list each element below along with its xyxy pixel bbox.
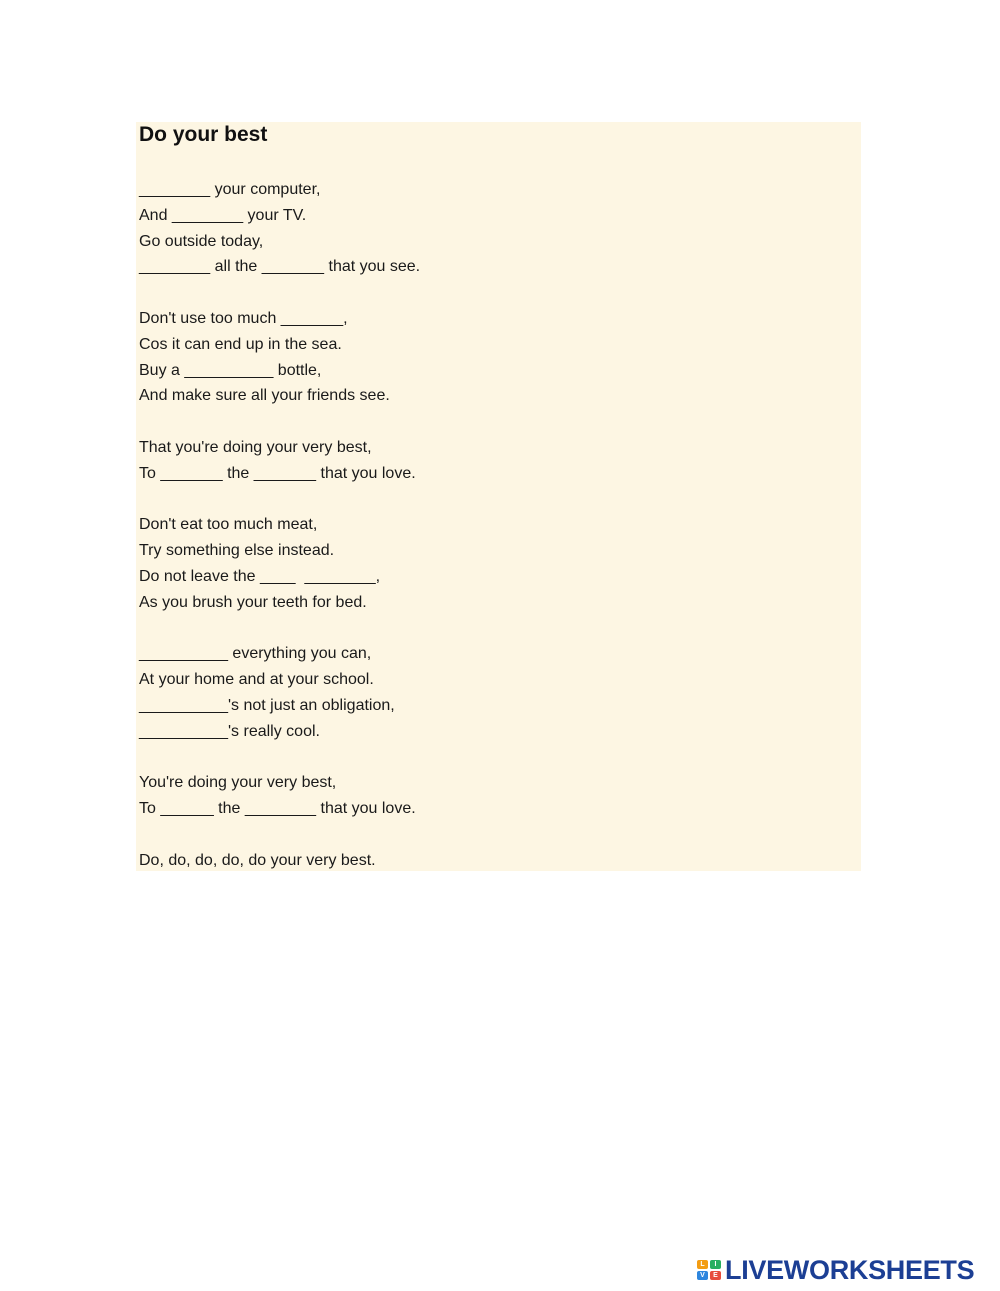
lyric-line: Don't eat too much meat, xyxy=(139,516,318,534)
lyric-line: ________ all the _______ that you see. xyxy=(139,258,421,276)
worksheet-title: Do your best xyxy=(139,123,268,146)
lyric-line: And make sure all your friends see. xyxy=(139,387,390,405)
lyric-line: To ______ the ________ that you love. xyxy=(139,800,416,818)
lyric-line: Do, do, do, do, do your very best. xyxy=(139,851,376,869)
worksheet-panel xyxy=(136,122,861,871)
song-lyrics xyxy=(139,177,420,874)
lyric-line: __________'s really cool. xyxy=(139,722,320,740)
stanza-6 xyxy=(139,770,420,822)
lyric-line: __________ everything you can, xyxy=(139,645,372,663)
lyric-line: At your home and at your school. xyxy=(139,671,374,689)
lyric-line: Go outside today, xyxy=(139,232,264,250)
stanza-4 xyxy=(139,512,420,615)
lyric-line: As you brush your teeth for bed. xyxy=(139,593,367,611)
stanza-2 xyxy=(139,306,420,409)
lyric-line: To _______ the _______ that you love. xyxy=(139,464,416,482)
lyric-line: ________ your computer, xyxy=(139,181,321,198)
lyric-line: You're doing your very best, xyxy=(139,774,337,792)
stanza-3 xyxy=(139,435,420,487)
lyric-line: That you're doing your very best, xyxy=(139,438,372,456)
badge-letter: E xyxy=(710,1271,721,1280)
badge-letter: L xyxy=(697,1260,708,1269)
stanza-5 xyxy=(139,641,420,744)
logo-wordmark: LIVEWORKSHEETS xyxy=(725,1255,975,1285)
lyric-line: Don't use too much _______, xyxy=(139,309,348,327)
liveworksheets-logo xyxy=(697,1255,974,1285)
stanza-1 xyxy=(139,177,420,280)
badge-letter: I xyxy=(710,1260,721,1269)
lyric-line: Try something else instead. xyxy=(139,542,335,560)
badge-letter: V xyxy=(697,1271,708,1280)
lyric-line: Buy a __________ bottle, xyxy=(139,361,322,379)
live-badge-icon xyxy=(697,1260,721,1280)
lyric-line: __________'s not just an obligation, xyxy=(139,696,395,714)
lyric-line: Do not leave the ____ ________, xyxy=(139,567,381,585)
stanza-7 xyxy=(139,848,420,874)
lyric-line: Cos it can end up in the sea. xyxy=(139,335,342,353)
lyric-line: And ________ your TV. xyxy=(139,206,307,224)
